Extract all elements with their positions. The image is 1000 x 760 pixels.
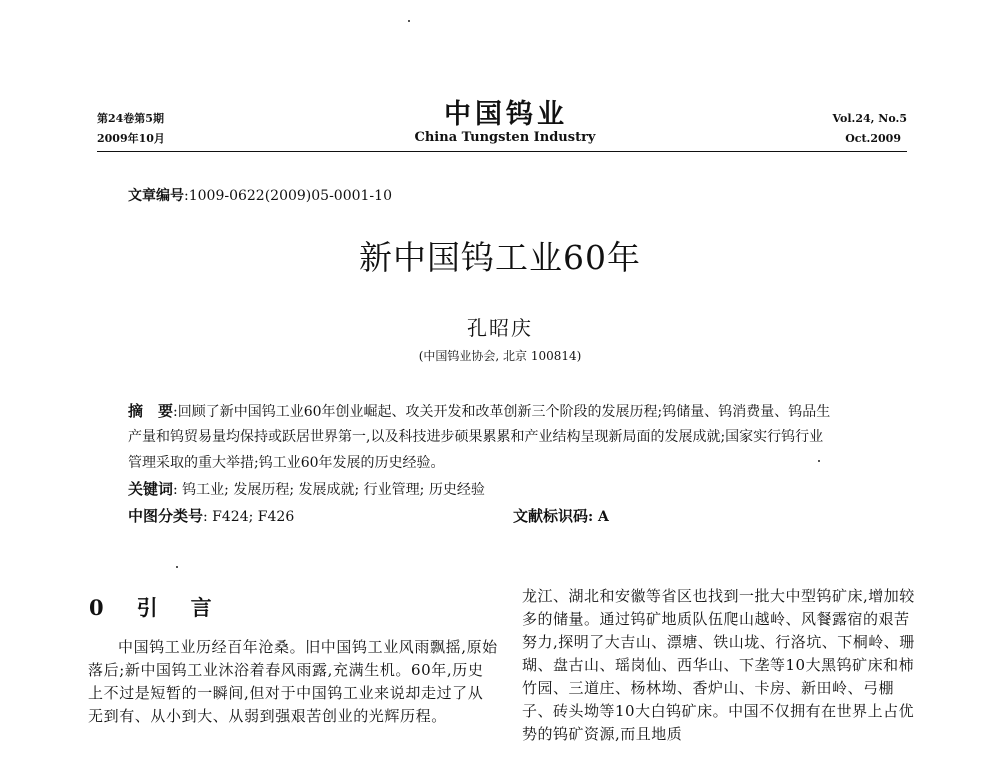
clc-value: : F424; F426 (203, 509, 295, 525)
right-column (522, 585, 920, 746)
scan-speck (408, 20, 410, 22)
article-title: 新中国钨工业60年 (359, 238, 641, 277)
right-paragraph: 龙江、湖北和安徽等省区也找到一批大中型钨矿床,增加较多的储量。通过钨矿地质队伍爬山越岭、风餐露宿的艰苦努力,探明了大吉山、漂塘、铁山垅、行洛坑、下桐岭、珊瑚、盘古山、瑶岗仙、西华山、下垄等10大黑钨矿床和柿竹园、三道庄、杨林坳、香炉山、卡房、新田岭、弓棚子、砖头坳等10大白钨矿床。中国不仅拥有在世界上占优势的钨矿资源,而且地质 (522, 587, 915, 743)
article-author: 孔昭庆 (467, 316, 533, 340)
keywords-label: 关键词 (128, 480, 174, 498)
header-vol-en: Vol.24, No.5 (832, 112, 907, 125)
journal-name-en: China Tungsten Industry (414, 130, 596, 145)
article-affiliation: (中国钨业协会, 北京 100814) (418, 349, 582, 363)
article-id-label: 文章编号 (128, 188, 184, 204)
abstract-line-3: 管理采取的重大举措;钨工业60年发展的历史经验。 (128, 455, 445, 471)
keywords (128, 479, 485, 501)
keywords-value: : 钨工业; 发展历程; 发展成就; 行业管理; 历史经验 (173, 482, 485, 498)
clc-label: 中图分类号 (128, 507, 204, 525)
article-id-value: :1009-0622(2009)05-0001-10 (184, 188, 392, 204)
left-paragraph: 中国钨工业历经百年沧桑。旧中国钨工业风雨飘摇,原始落后;新中国钨工业沐浴着春风雨露,充满生机。60年,历史上不过是短暂的一瞬间,但对于中国钨工业来说却走过了从无到有、从小到大、从弱到强艰苦创业的光辉历程。 (88, 638, 498, 725)
abstract-label: 摘 要 (128, 402, 174, 420)
header-date-en: Oct.2009 (845, 132, 901, 145)
doc-value: : A (588, 509, 609, 525)
section-heading: 0 引 言 (89, 595, 218, 620)
left-column (88, 636, 498, 728)
scan-speck (176, 566, 178, 568)
journal-logo-cn: 中国钨业 (444, 99, 568, 130)
header-rule (97, 151, 907, 152)
clc-code (128, 506, 294, 528)
header-volume-issue: 第24卷第5期 (97, 112, 164, 125)
header-date-cn: 2009年10月 (97, 132, 165, 145)
doc-code (513, 506, 609, 528)
article-id (128, 186, 392, 206)
abstract-line-1 (128, 401, 830, 423)
scan-speck (818, 460, 820, 462)
abstract-line-2: 产量和钨贸易量均保持或跃居世界第一,以及科技进步硕果累累和产业结构呈现新局面的发展成就;国家实行钨行业 (128, 429, 824, 445)
doc-label: 文献标识码 (513, 507, 589, 525)
abstract-text-1: :回顾了新中国钨工业60年创业崛起、攻关开发和改革创新三个阶段的发展历程;钨储量、钨消费量、钨品生 (173, 404, 831, 420)
